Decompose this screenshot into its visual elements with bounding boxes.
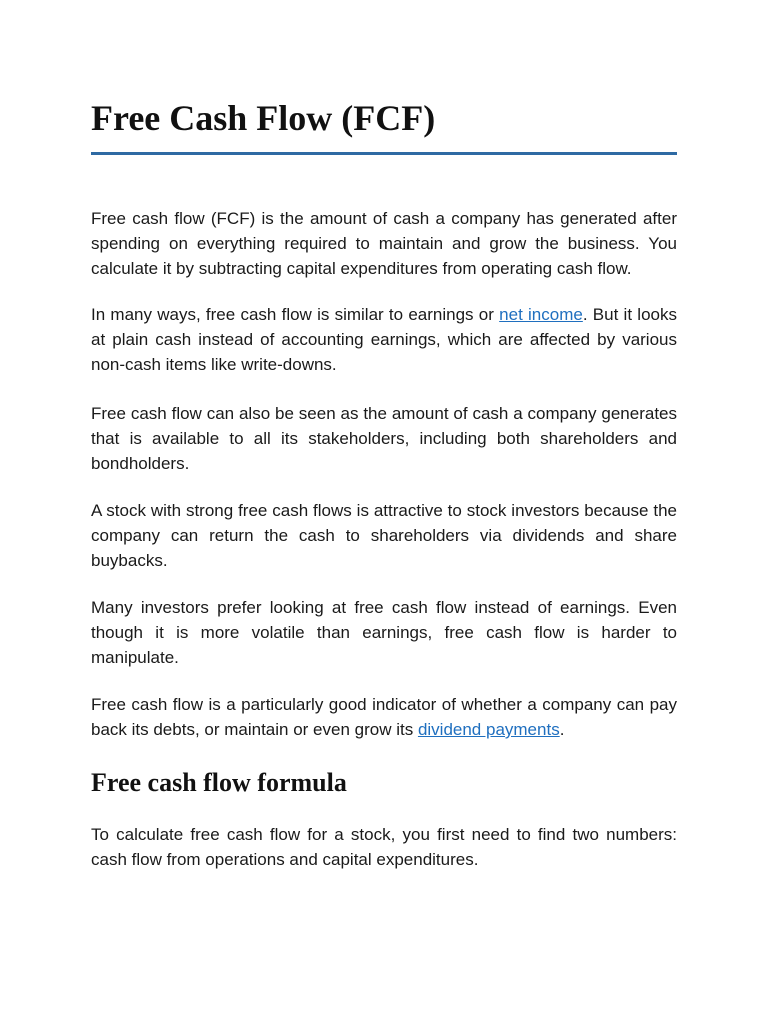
paragraph-text: Free cash flow is a particularly good indicator of whether a company can pay back its debts, or maintain or even grow its (91, 695, 677, 739)
paragraph-formula-intro: To calculate free cash flow for a stock, you first need to find two numbers: cash flow from operations and capital expenditures. (91, 825, 677, 869)
paragraph-investors: A stock with strong free cash flows is attractive to stock investors because the company can return the cash to shareholders via dividends and share buybacks. (91, 501, 677, 570)
paragraph-comparison (91, 302, 677, 377)
paragraph-stakeholders: Free cash flow can also be seen as the amount of cash a company generates that is available to all its stakeholders, including both shareholders and bondholders. (91, 404, 677, 473)
section-heading: Free cash flow formula (91, 768, 347, 797)
paragraph-definition: Free cash flow (FCF) is the amount of cash a company has generated after spending on everything required to maintain and grow the business. You calculate it by subtracting capital expenditures from operating cash flow. (91, 209, 677, 278)
paragraph-text: In many ways, free cash flow is similar to earnings or (91, 305, 500, 324)
paragraph-text: . But it looks at plain cash instead of accounting earnings, which are affected by various non-cash items like write-downs. (91, 305, 677, 374)
document-page (91, 0, 677, 872)
paragraph-indicator (91, 692, 677, 742)
dividend-payments-link[interactable]: dividend payments (417, 720, 560, 739)
page-title: Free Cash Flow (FCF) (91, 98, 436, 138)
title-divider (91, 152, 677, 155)
paragraph-text: . (559, 720, 565, 739)
paragraph-volatility: Many investors prefer looking at free cash flow instead of earnings. Even though it is more volatile than earnings, free cash flow is harder to manipulate. (91, 598, 677, 667)
net-income-link[interactable]: net income (499, 305, 583, 324)
